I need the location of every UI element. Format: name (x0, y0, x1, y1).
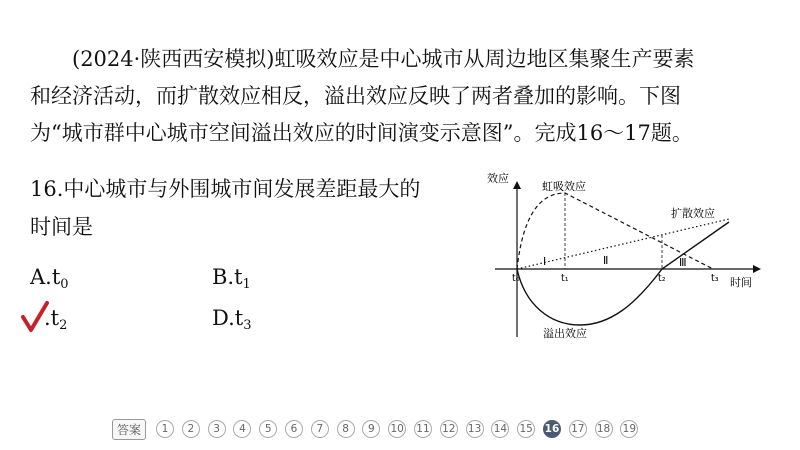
passage-line-2: 和经济活动，而扩散效应相反，溢出效应反映了两者叠加的影响。下图 (30, 84, 681, 108)
question-number-13[interactable]: 13 (466, 420, 484, 438)
question-number-7[interactable]: 7 (311, 420, 329, 438)
stage-1-label: Ⅰ (543, 255, 547, 268)
diffusion-effect-label: 扩散效应 (671, 207, 715, 220)
question-number-1[interactable]: 1 (156, 420, 174, 438)
answer-button[interactable]: 答案 (112, 419, 146, 440)
question-number-10[interactable]: 10 (388, 420, 406, 438)
question-number-8[interactable]: 8 (337, 420, 355, 438)
t2-label: t₂ (658, 273, 666, 284)
question-number-14[interactable]: 14 (491, 420, 509, 438)
question-number-4[interactable]: 4 (233, 420, 251, 438)
question-number-list (156, 420, 646, 438)
question-number-15[interactable]: 15 (517, 420, 535, 438)
question-line-2: 时间是 (30, 215, 93, 239)
check-mark-icon (20, 300, 50, 334)
question-line-1: 16.中心城市与外围城市间发展差距最大的 (30, 177, 421, 201)
question-number-5[interactable]: 5 (259, 420, 277, 438)
question-number-17[interactable]: 17 (569, 420, 587, 438)
siphon-effect-label: 虹吸效应 (542, 180, 586, 193)
passage-line-1: (2024·陕西西安模拟)虹吸效应是中心城市从周边地区集聚生产要素 (72, 47, 695, 71)
spillover-effect-diagram (485, 165, 785, 343)
option-b[interactable]: $B.t_1$ (212, 265, 251, 292)
t3-label: t₃ (711, 273, 719, 284)
question-number-3[interactable]: 3 (208, 420, 226, 438)
stage-2-label: Ⅱ (603, 254, 609, 267)
passage-line-3: 为“城市群中心城市空间溢出效应的时间演变示意图”。完成16～17题。 (30, 121, 693, 145)
option-d[interactable]: $D.t_3$ (212, 306, 252, 333)
t0-label: t₀ (512, 273, 520, 284)
question-number-12[interactable]: 12 (440, 420, 458, 438)
question-number-2[interactable]: 2 (182, 420, 200, 438)
spillover-effect-label: 溢出效应 (543, 327, 587, 340)
option-c[interactable]: $.t_2$ (44, 306, 68, 333)
stage-3-label: Ⅲ (679, 256, 687, 269)
x-axis-label: 时间 (730, 276, 752, 289)
question-number-16[interactable]: 16 (543, 420, 561, 438)
y-axis-arrow-icon (513, 181, 521, 189)
spillover-effect-curve (517, 222, 729, 325)
t1-label: t₁ (561, 273, 569, 284)
question-number-11[interactable]: 11 (414, 420, 432, 438)
option-a[interactable]: $A.t_0$ (30, 265, 69, 292)
answer-navigation-bar (112, 416, 646, 442)
question-number-6[interactable]: 6 (285, 420, 303, 438)
x-axis-arrow-icon (753, 265, 761, 273)
question-number-19[interactable]: 19 (620, 420, 638, 438)
question-number-18[interactable]: 18 (595, 420, 613, 438)
y-axis-label: 效应 (487, 172, 509, 185)
question-number-9[interactable]: 9 (362, 420, 380, 438)
